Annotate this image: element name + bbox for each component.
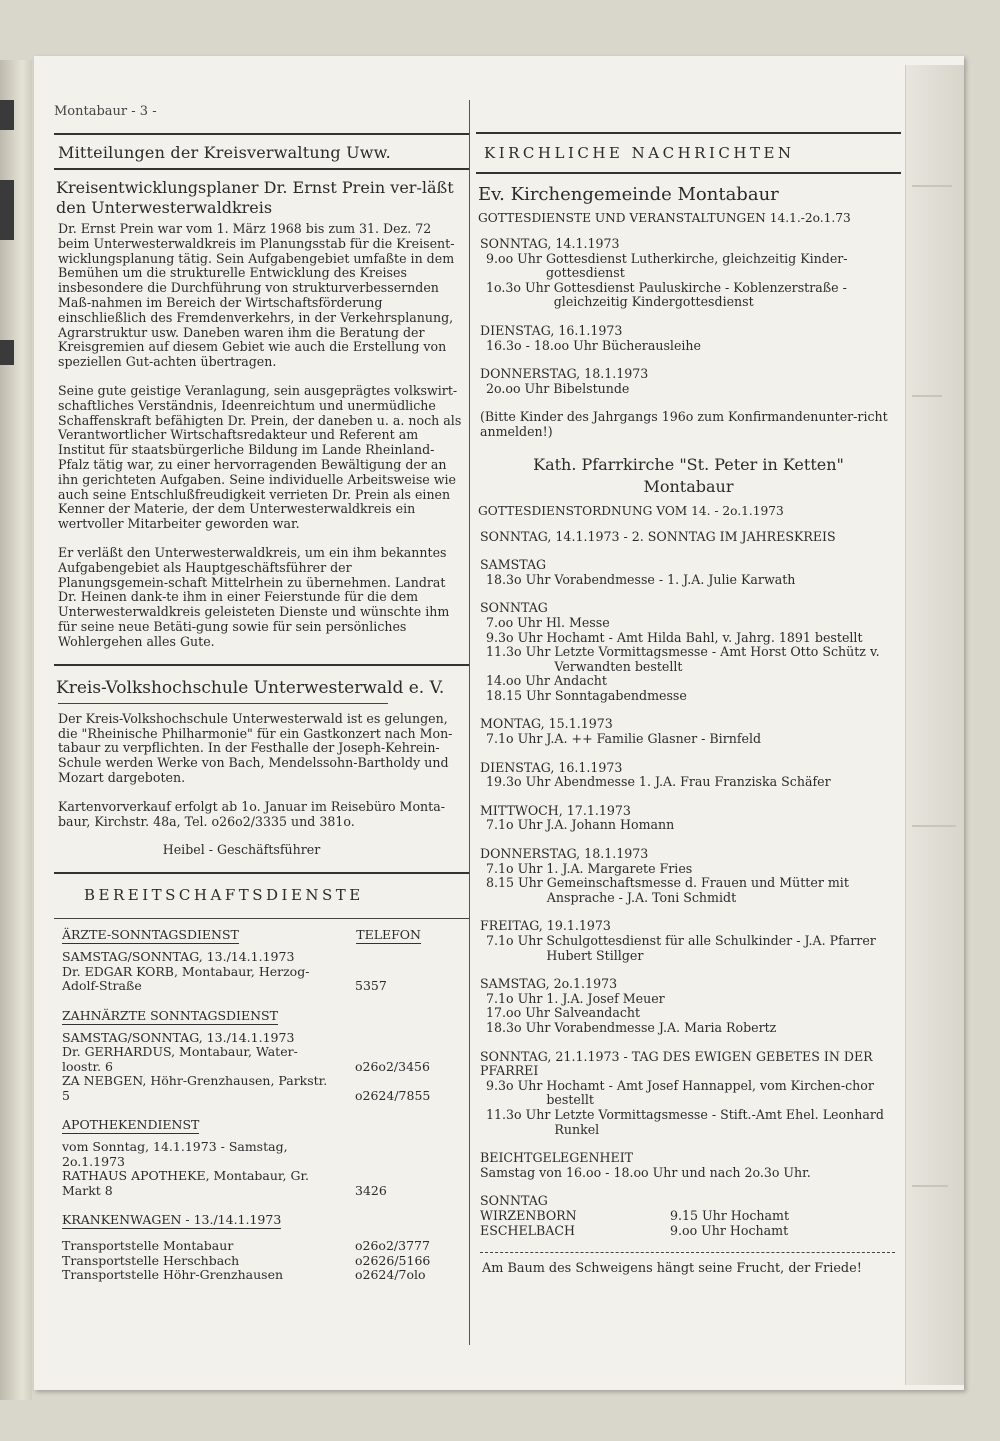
kath-sunday-head: SONNTAG, 14.1.1973 - 2. SONNTAG IM JAHRESKREIS bbox=[480, 528, 836, 544]
schedule-day bbox=[480, 761, 901, 790]
zahn-phone-2: o2624/7855 bbox=[355, 1087, 431, 1103]
zahn-block bbox=[54, 1031, 469, 1104]
service-time: 7.oo Uhr bbox=[486, 614, 542, 630]
schedule-day bbox=[480, 717, 901, 746]
service-time: 8.15 Uhr bbox=[486, 875, 543, 891]
apo-header bbox=[62, 1117, 465, 1134]
previous-page-edge bbox=[0, 60, 32, 1400]
service-entry bbox=[486, 689, 901, 704]
service-time: 11.3o Uhr bbox=[486, 644, 551, 660]
service-description: J.A. ++ Familie Glasner - Birnfeld bbox=[546, 731, 762, 747]
kranken-block bbox=[54, 1239, 469, 1283]
schedule-day bbox=[480, 1050, 901, 1138]
service-entry bbox=[486, 645, 901, 674]
rule bbox=[54, 168, 469, 170]
paragraph: Dr. Ernst Prein war vom 1. März 1968 bis zum 31. Dez. 72 beim Unterwesterwaldkreis im Planungsstab für die Kreisent-wicklungsplanung tätig. Sein Aufgabengebiet umfaßte in dem Bemühen um die strukturelle Entwicklung des Kreises insbesondere die Durchführung von strukturverbessernden Maß-nahmen im Bereich der Wirtschaftsförderung einschließlich des Fremdenverkehrs, in der Verkehrsplanung, Agrarstruktur usw. Daneben waren ihm die Beratung der Kreisgremien auf diesem Gebiet wie auch die Erstellung von speziellen Gut-achten übertragen. bbox=[58, 221, 455, 370]
service-entry bbox=[486, 934, 901, 963]
dashed-rule bbox=[480, 1252, 895, 1253]
service-entry bbox=[486, 862, 901, 877]
service-time: 1o.3o Uhr bbox=[486, 279, 550, 295]
zahn-phone-1: o26o2/3456 bbox=[355, 1058, 430, 1074]
service-time: 7.1o Uhr bbox=[486, 860, 543, 876]
service-time: 2o.oo Uhr bbox=[486, 380, 550, 396]
apo-entry: RATHAUS APOTHEKE, Montabaur, Gr. Markt 8 bbox=[62, 1168, 310, 1198]
article-body-prein bbox=[58, 222, 465, 650]
zahn-date: SAMSTAG/SONNTAG, 13./14.1.1973 bbox=[62, 1029, 295, 1045]
service-description: Salveandacht bbox=[553, 1005, 641, 1021]
apo-date: vom Sonntag, 14.1.1973 - Samstag, 2o.1.1973 bbox=[62, 1139, 288, 1169]
sonntag-filial-head: SONNTAG bbox=[480, 1193, 548, 1209]
service-description: Vorabendmesse - 1. J.A. Julie Karwath bbox=[554, 571, 796, 587]
rule bbox=[54, 918, 469, 919]
service-entry bbox=[486, 382, 901, 397]
filial-row: WIRZENBORN 9.15 Uhr Hochamt bbox=[480, 1207, 790, 1223]
day-head: SONNTAG bbox=[480, 600, 548, 616]
apo-phone: 3426 bbox=[355, 1182, 387, 1198]
rule bbox=[58, 703, 388, 704]
service-description: Abendmesse 1. J.A. Frau Franziska Schäfer bbox=[554, 774, 831, 790]
day-head: FREITAG, 19.1.1973 bbox=[480, 918, 611, 934]
kranken-row: Transportstelle Herschbach o2626/5166 bbox=[62, 1252, 431, 1268]
left-column bbox=[54, 100, 469, 1297]
print-mark bbox=[0, 100, 14, 130]
service-entry bbox=[486, 1108, 901, 1137]
page-header: Montabaur - 3 - bbox=[54, 104, 157, 119]
aerzte-date: SAMSTAG/SONNTAG, 13./14.1.1973 bbox=[62, 949, 295, 965]
service-entry bbox=[486, 616, 901, 631]
section-title-bereitschaftsdienste: BEREITSCHAFTSDIENSTE bbox=[84, 886, 364, 905]
service-description: Letzte Vormittagsmesse - Amt Horst Otto Schütz v. Verwandten bestellt bbox=[554, 644, 880, 674]
section-title-kreisverwaltung: Mitteilungen der Kreisverwaltung Uww. bbox=[58, 143, 391, 162]
day-head: DIENSTAG, 16.1.1973 bbox=[480, 759, 623, 775]
service-entry bbox=[486, 1021, 901, 1036]
rule bbox=[54, 872, 469, 874]
schedule-day bbox=[480, 558, 901, 587]
service-entry bbox=[486, 1006, 901, 1021]
schedule-day bbox=[480, 977, 901, 1035]
service-entry bbox=[486, 631, 901, 646]
beicht-text: Samstag von 16.oo - 18.oo Uhr und nach 2o.3o Uhr. bbox=[480, 1164, 811, 1180]
service-description: Andacht bbox=[553, 673, 607, 689]
telefon-label: TELEFON bbox=[356, 927, 421, 943]
service-time: 7.1o Uhr bbox=[486, 817, 543, 833]
filial-row: ESCHELBACH 9.oo Uhr Hochamt bbox=[480, 1222, 789, 1238]
apo-label: APOTHEKENDIENST bbox=[62, 1117, 200, 1133]
service-entry bbox=[486, 775, 901, 790]
schedule-day bbox=[480, 237, 901, 310]
service-time: 18.3o Uhr bbox=[486, 1019, 551, 1035]
service-entry bbox=[486, 252, 901, 281]
paragraph: Der Kreis-Volkshochschule Unterwesterwald ist es gelungen, die "Rheinische Philharmonie" für ein Gastkonzert nach Mon-tabaur zu verpflichten. In der Festhalle der Joseph-Kehrein-Schule werden Werke von Bach, Mendelssohn-Bartholdy und Mozart dargeboten. bbox=[58, 710, 453, 785]
service-time: 9.oo Uhr bbox=[486, 250, 542, 266]
service-entry bbox=[486, 573, 901, 588]
kath-subtitle: GOTTESDIENSTORDNUNG VOM 14. - 2o.1.1973 bbox=[478, 503, 784, 518]
kath-title bbox=[476, 454, 901, 498]
service-description: Schulgottesdienst für alle Schulkinder - J.A. Pfarrer Hubert Stillger bbox=[546, 933, 876, 963]
service-time: 14.oo Uhr bbox=[486, 673, 550, 689]
zahn-label: ZAHNÄRZTE SONNTAGSDIENST bbox=[62, 1007, 278, 1023]
service-description: Sonntagabendmesse bbox=[554, 687, 687, 703]
aerzte-entry: Dr. EDGAR KORB, Montabaur, Herzog-Adolf-Straße bbox=[62, 963, 310, 994]
aerzte-block bbox=[54, 950, 469, 994]
service-description: Hl. Messe bbox=[545, 614, 610, 630]
kranken-row: Transportstelle Montabaur o26o2/3777 bbox=[62, 1238, 430, 1254]
ev-schedule bbox=[476, 237, 901, 396]
ev-note: (Bitte Kinder des Jahrgangs 196o zum Konfirmandenunter-richt anmelden!) bbox=[480, 409, 888, 439]
article-body-volkshochschule bbox=[58, 712, 465, 858]
rule bbox=[54, 133, 469, 135]
kath-title-line-2: Montabaur bbox=[643, 476, 734, 496]
ev-title: Ev. Kirchengemeinde Montabaur bbox=[478, 184, 779, 205]
service-time: 19.3o Uhr bbox=[486, 774, 551, 790]
beicht-block bbox=[480, 1151, 901, 1180]
kath-schedule bbox=[476, 558, 901, 1137]
service-description: Gottesdienst Lutherkirche, gleichzeitig Kinder-gottesdienst bbox=[545, 250, 848, 281]
kath-title-line-1: Kath. Pfarrkirche "St. Peter in Ketten" bbox=[533, 454, 844, 474]
print-mark bbox=[0, 340, 14, 365]
article-title-prein: Kreisentwicklungsplaner Dr. Ernst Prein ver-läßt den Unterwesterwaldkreis bbox=[56, 178, 454, 217]
day-head: SAMSTAG, 2o.1.1973 bbox=[480, 976, 618, 992]
beicht-head: BEICHTGELEGENHEIT bbox=[480, 1150, 634, 1166]
closing-quote: Am Baum des Schweigens hängt seine Frucht, der Friede! bbox=[482, 1261, 862, 1277]
aerzte-label: ÄRZTE-SONNTAGSDIENST bbox=[62, 927, 239, 943]
service-entry bbox=[486, 339, 901, 354]
day-head: DONNERSTAG, 18.1.1973 bbox=[480, 846, 649, 862]
schedule-day bbox=[480, 804, 901, 833]
service-description: Hochamt - Amt Hilda Bahl, v. Jahrg. 1891 bestellt bbox=[546, 629, 863, 645]
paragraph: Er verläßt den Unterwesterwaldkreis, um ein ihm bekanntes Aufgabengebiet als Hauptgeschäftsführer der Planungsgemein-schaft Mittelrhein zu übernehmen. Landrat Dr. Heinen dank-te ihm in einer Feierstunde für die dem Unterwesterwaldkreis geleisteten Dienste und wünschte ihm für seine neue Betäti-gung sowie für sein persönliches Wohlergehen alles Gute. bbox=[58, 544, 450, 649]
service-description: Vorabendmesse J.A. Maria Robertz bbox=[554, 1019, 777, 1035]
service-description: Bibelstunde bbox=[553, 380, 630, 396]
schedule-day bbox=[480, 601, 901, 703]
service-time: 7.1o Uhr bbox=[486, 933, 543, 948]
service-time: 7.1o Uhr bbox=[486, 731, 543, 747]
service-entry bbox=[486, 818, 901, 833]
zahn-entry-1: Dr. GERHARDUS, Montabaur, Water-loostr. 6 bbox=[62, 1044, 298, 1074]
paragraph: Kartenvorverkauf erfolgt ab 1o. Januar im Reisebüro Monta-baur, Kirchstr. 48a, Tel. o26o2/3335 und 381o. bbox=[58, 798, 445, 829]
print-mark bbox=[0, 180, 14, 240]
ev-subtitle: GOTTESDIENSTE UND VERANSTALTUNGEN 14.1.-2o.1.73 bbox=[478, 211, 851, 225]
rule bbox=[476, 132, 901, 134]
day-head: DIENSTAG, 16.1.1973 bbox=[480, 322, 623, 338]
signature: Heibel - Geschäftsführer bbox=[162, 842, 321, 858]
service-description: Gemeinschaftsmesse d. Frauen und Mütter mit Ansprache - J.A. Toni Schmidt bbox=[546, 875, 849, 905]
kranken-row: Transportstelle Höhr-Grenzhausen o2624/7olo bbox=[62, 1267, 426, 1283]
day-head: MITTWOCH, 17.1.1973 bbox=[480, 802, 631, 818]
service-time: 16.3o - 18.oo Uhr bbox=[486, 337, 598, 353]
service-description: Bücherausleihe bbox=[601, 337, 701, 353]
service-description: Letzte Vormittagsmesse - Stift.-Amt Ehel. Leonhard Runkel bbox=[554, 1106, 884, 1137]
aerzte-phone: 5357 bbox=[355, 978, 387, 994]
service-entry bbox=[486, 992, 901, 1007]
service-description: Hochamt - Amt Josef Hannappel, vom Kirchen-chor bestellt bbox=[546, 1077, 874, 1108]
schedule-day bbox=[480, 324, 901, 353]
aerzte-header bbox=[62, 927, 465, 944]
sonntag-filial-block bbox=[480, 1194, 901, 1238]
underlying-page-edge bbox=[905, 65, 964, 1385]
rule bbox=[476, 172, 901, 174]
kranken-header bbox=[62, 1212, 465, 1229]
service-entry bbox=[486, 732, 901, 747]
day-head: SONNTAG, 21.1.1973 - TAG DES EWIGEN GEBETES IN DER PFARREI bbox=[480, 1048, 873, 1079]
article-title-volkshochschule: Kreis-Volkshochschule Unterwesterwald e. V. bbox=[56, 677, 445, 698]
paragraph: Seine gute geistige Veranlagung, sein ausgeprägtes volkswirt-schaftliches Verständnis, Ideenreichtum und unermüdliche Schaffenskraft befähigten Dr. Prein, der daneben u. a. noch als Verantwortlicher Wirtschaftsredakteur und Referent am Institut für staatsbürgerliche Bildung im Lande Rheinland-Pfalz tätig war, zu einer hervorragenden Bewältigung der an ihn gerichteten Aufgaben. Seine individuelle Arbeitsweise wie auch seine Entschlußfreudigkeit verrieten Dr. Prein als einen Kenner der Materie, der dem Unterwesterwaldkreis ein wertvoller Mitarbeiter geworden war. bbox=[58, 382, 462, 532]
service-time: 18.3o Uhr bbox=[486, 571, 551, 587]
service-description: J.A. Johann Homann bbox=[546, 817, 675, 833]
day-head: SAMSTAG bbox=[480, 557, 547, 573]
apo-block bbox=[54, 1140, 469, 1198]
service-description: 1. J.A. Margarete Fries bbox=[546, 860, 693, 876]
day-head: MONTAG, 15.1.1973 bbox=[480, 716, 613, 732]
section-title-kirchliche: KIRCHLICHE NACHRICHTEN bbox=[484, 144, 795, 162]
service-entry bbox=[486, 281, 901, 310]
service-entry bbox=[486, 1079, 901, 1108]
right-column bbox=[476, 100, 901, 1276]
service-time: 9.3o Uhr bbox=[486, 1077, 543, 1093]
service-entry bbox=[486, 876, 901, 905]
column-divider bbox=[469, 100, 470, 1345]
service-time: 11.3o Uhr bbox=[486, 1106, 551, 1122]
service-time: 9.3o Uhr bbox=[486, 629, 543, 645]
day-head: DONNERSTAG, 18.1.1973 bbox=[480, 366, 649, 382]
service-entry bbox=[486, 674, 901, 689]
zahn-entry-2: ZA NEBGEN, Höhr-Grenzhausen, Parkstr. 5 bbox=[62, 1073, 328, 1103]
day-head: SONNTAG, 14.1.1973 bbox=[480, 236, 620, 251]
schedule-day bbox=[480, 847, 901, 905]
rule bbox=[54, 664, 469, 666]
service-time: 7.1o Uhr bbox=[486, 990, 543, 1006]
service-time: 17.oo Uhr bbox=[486, 1005, 550, 1021]
service-description: Gottesdienst Pauluskirche - Koblenzerstraße - gleichzeitig Kindergottesdienst bbox=[553, 279, 847, 310]
schedule-day bbox=[480, 367, 901, 396]
zahn-header bbox=[62, 1008, 465, 1025]
schedule-day bbox=[480, 919, 901, 963]
service-description: 1. J.A. Josef Meuer bbox=[546, 990, 665, 1006]
kranken-label: KRANKENWAGEN - 13./14.1.1973 bbox=[62, 1212, 282, 1228]
service-time: 18.15 Uhr bbox=[486, 687, 551, 703]
